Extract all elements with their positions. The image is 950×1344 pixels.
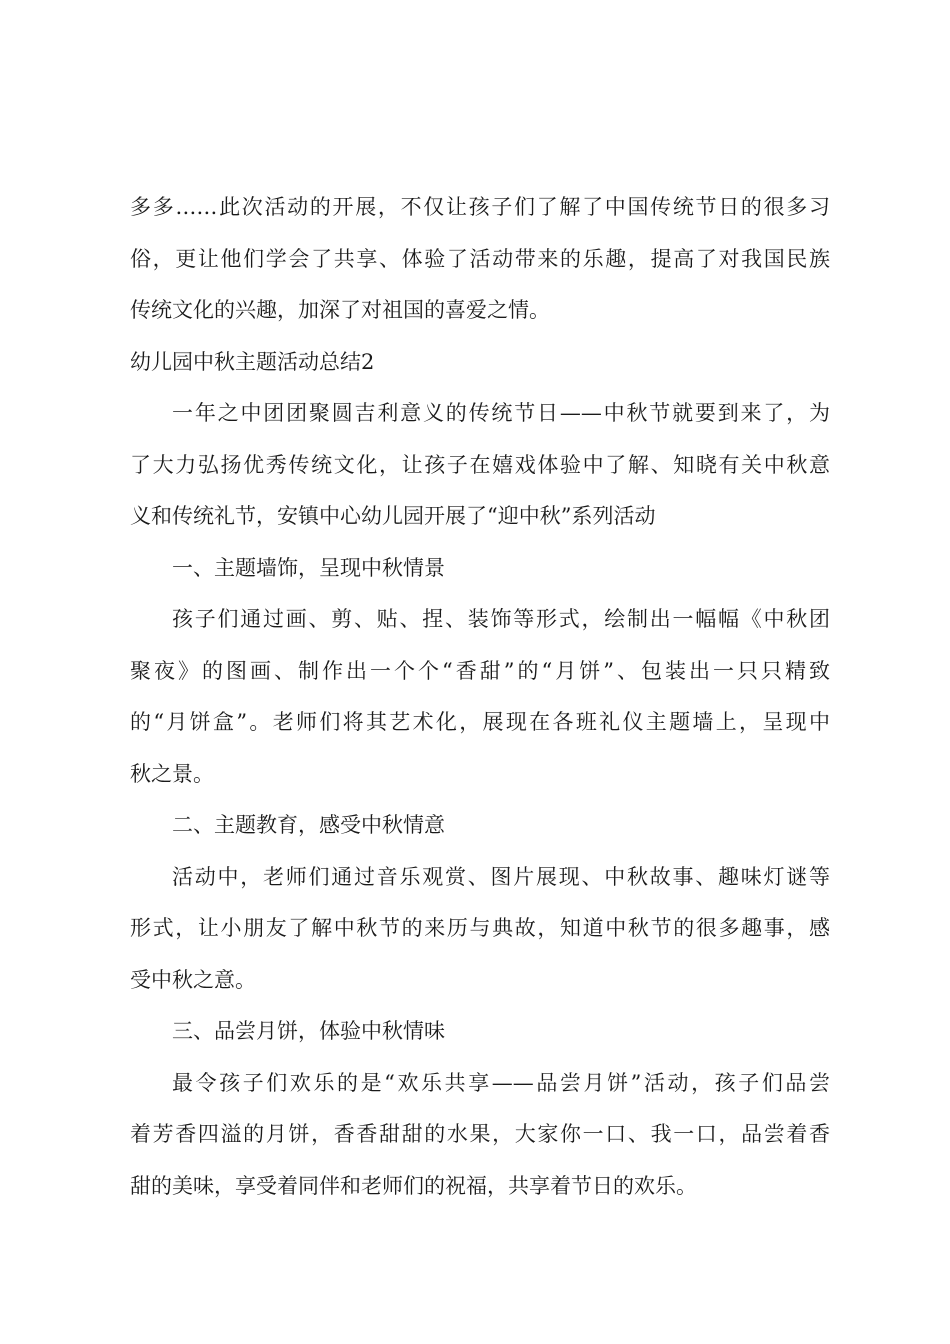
paragraph-line: 着芳香四溢的月饼，香香甜甜的水果，大家你一口、我一口，品尝着香 xyxy=(130,1122,830,1146)
paragraph-line: 活动中，老师们通过音乐观赏、图片展现、中秋故事、趣味灯谜等 xyxy=(172,864,830,889)
paragraph-line: 了大力弘扬优秀传统文化，让孩子在嬉戏体验中了解、知晓有关中秋意 xyxy=(130,452,830,477)
paragraph-line: 秋之景。 xyxy=(130,761,214,786)
paragraph-line: 俗，更让他们学会了共享、体验了活动带来的乐趣，提高了对我国民族 xyxy=(130,246,830,271)
document-body xyxy=(130,182,830,1212)
paragraph-line: 受中秋之意。 xyxy=(130,967,256,992)
paragraph-line: 义和传统礼节，安镇中心幼儿园开展了“迎中秋”系列活动 xyxy=(130,504,656,528)
paragraph-line: 最令孩子们欢乐的是“欢乐共享——品尝月饼”活动，孩子们品尝 xyxy=(172,1070,830,1095)
paragraph-line: 聚夜》的图画、制作出一个个“香甜”的“月饼”、包装出一只只精致 xyxy=(130,658,830,683)
paragraph-line: 的“月饼盒”。老师们将其艺术化，展现在各班礼仪主题墙上，呈现中 xyxy=(130,710,830,734)
subsection-heading: 三、品尝月饼，体验中秋情味 xyxy=(172,1019,445,1043)
paragraph-line: 传统文化的兴趣，加深了对祖国的喜爱之情。 xyxy=(130,298,550,322)
paragraph-line: 一年之中团团聚圆吉利意义的传统节日——中秋节就要到来了，为 xyxy=(172,401,830,425)
paragraph-line: 甜的美味，享受着同伴和老师们的祝福，共享着节日的欢乐。 xyxy=(130,1173,697,1198)
paragraph-line: 形式，让小朋友了解中秋节的来历与典故，知道中秋节的很多趣事，感 xyxy=(130,916,830,940)
subsection-heading: 一、主题墙饰，呈现中秋情景 xyxy=(172,555,445,580)
paragraph-line: 多多……此次活动的开展，不仅让孩子们了解了中国传统节日的很多习 xyxy=(130,195,830,219)
section-heading: 幼儿园中秋主题活动总结2 xyxy=(130,349,375,374)
paragraph-line: 孩子们通过画、剪、贴、捏、装饰等形式，绘制出一幅幅《中秋团 xyxy=(172,607,830,631)
subsection-heading: 二、主题教育，感受中秋情意 xyxy=(172,813,445,837)
